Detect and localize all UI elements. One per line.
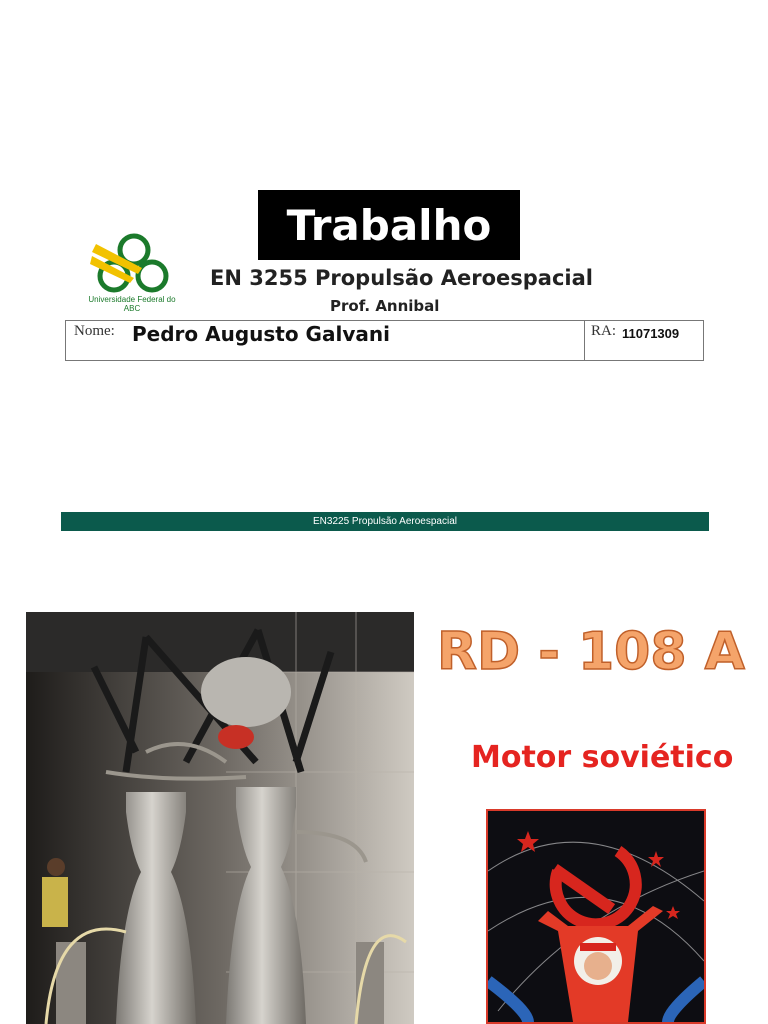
professor-name: Prof. Annibal (330, 297, 440, 315)
engine-title: RD - 108 A (437, 622, 745, 682)
footer-bar: EN3225 Propulsão Aeroespacial (61, 512, 709, 531)
name-label: Nome: (74, 323, 115, 339)
ra-label: RA: (591, 323, 617, 339)
student-info-table (65, 320, 704, 361)
engine-subtitle: Motor soviético (471, 740, 734, 775)
student-ra: 11071309 (622, 326, 680, 341)
table-divider (584, 321, 585, 360)
course-title: EN 3255 Propulsão Aeroespacial (210, 266, 593, 290)
soviet-poster-image (486, 809, 706, 1024)
document-title: Trabalho (258, 190, 520, 260)
logo-caption: Universidade Federal do ABC (88, 295, 176, 313)
student-name: Pedro Augusto Galvani (132, 322, 390, 346)
rocket-engine-photo (26, 612, 414, 1024)
